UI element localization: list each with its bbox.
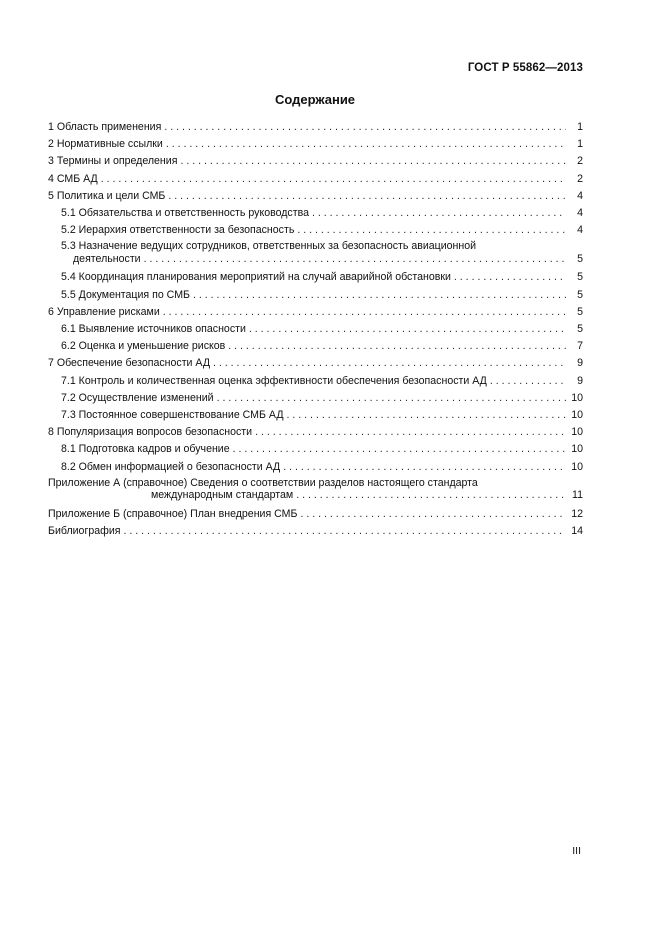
toc-entry[interactable] xyxy=(48,240,583,266)
toc-entry-page: 12 xyxy=(571,507,583,520)
toc-entry-page: 2 xyxy=(577,172,583,185)
toc-entry[interactable] xyxy=(48,188,583,205)
toc-entry[interactable] xyxy=(48,136,583,153)
toc-entry-page: 7 xyxy=(577,340,583,353)
toc-entry-label-continuation: международным стандартам xyxy=(151,489,294,502)
toc-entry-label: 5.1 Обязательства и ответственность руководства xyxy=(61,207,309,220)
page-number: III xyxy=(572,845,581,857)
toc-entry[interactable] xyxy=(48,171,583,188)
toc-entry[interactable] xyxy=(48,119,583,136)
toc-entry-page: 10 xyxy=(571,460,583,473)
toc-entry-page: 10 xyxy=(571,443,583,456)
toc-entry-page: 10 xyxy=(571,409,583,422)
toc-entry-label: Библиография xyxy=(48,525,121,538)
dot-leader xyxy=(166,136,566,153)
toc-entry-label: 5.2 Иерархия ответственности за безопасность xyxy=(61,224,295,237)
toc-entry-page: 4 xyxy=(577,224,583,237)
toc-entry-label: 7.2 Осуществление изменений xyxy=(61,391,214,404)
dot-leader xyxy=(180,153,566,170)
toc-entry[interactable] xyxy=(48,441,583,458)
toc-entry-label: 2 Нормативные ссылки xyxy=(48,138,163,151)
dot-leader xyxy=(164,119,566,136)
toc-entry-label: 6 Управление рисками xyxy=(48,305,160,318)
toc-entry[interactable] xyxy=(48,459,583,476)
toc-entry-page: 1 xyxy=(577,138,583,151)
toc-entry-page: 2 xyxy=(577,155,583,168)
toc-entry-label: 8.2 Обмен информацией о безопасности АД xyxy=(61,460,281,473)
toc-entry-label: 8 Популяризация вопросов безопасности xyxy=(48,426,253,439)
toc-entry-label: Приложение А (справочное) Сведения о соответствии разделов настоящего стандарта xyxy=(48,476,478,489)
toc-entry-label: 6.1 Выявление источников опасности xyxy=(61,323,246,336)
toc-entry-label: 7 Обеспечение безопасности АД xyxy=(48,357,211,370)
toc-entry-page: 5 xyxy=(577,288,583,301)
dot-leader xyxy=(168,188,566,205)
toc-entry-label: 7.3 Постоянное совершенствование СМБ АД xyxy=(61,409,284,422)
toc-entry[interactable] xyxy=(48,407,583,424)
toc-entry-page: 5 xyxy=(577,271,583,284)
toc-entry[interactable] xyxy=(48,222,583,239)
dot-leader xyxy=(163,304,566,321)
dot-leader xyxy=(193,287,566,304)
dot-leader xyxy=(300,506,566,523)
toc-entry-label: 5.5 Документация по СМБ xyxy=(61,288,190,301)
document-code: ГОСТ Р 55862—2013 xyxy=(467,62,583,74)
toc-entry[interactable] xyxy=(48,390,583,407)
toc-entry-page: 14 xyxy=(571,525,583,538)
toc-entry-label: 5 Политика и цели СМБ xyxy=(48,189,166,202)
toc-entry-page: 11 xyxy=(572,489,583,502)
toc-entry-page: 9 xyxy=(577,357,583,370)
toc-title: Содержание xyxy=(274,92,356,107)
toc-entry-label: 4 СМБ АД xyxy=(48,172,98,185)
dot-leader xyxy=(249,321,566,338)
toc-entry-page: 5 xyxy=(577,323,583,336)
toc-entry[interactable] xyxy=(48,338,583,355)
toc-entry-label: 7.1 Контроль и количественная оценка эффективности обеспечения безопасности АД xyxy=(61,374,487,387)
toc-entry[interactable] xyxy=(48,205,583,222)
dot-leader xyxy=(233,441,566,458)
dot-leader xyxy=(213,355,566,372)
toc-entry-label: 5.3 Назначение ведущих сотрудников, ответственных за безопасность авиационной xyxy=(61,240,477,253)
table-of-contents xyxy=(48,119,583,540)
dot-leader xyxy=(255,424,566,441)
toc-entry[interactable] xyxy=(48,287,583,304)
toc-entry[interactable] xyxy=(48,321,583,338)
toc-entry-label: 6.2 Оценка и уменьшение рисков xyxy=(61,340,226,353)
toc-entry-page: 5 xyxy=(577,253,583,266)
toc-entry-label-continuation: деятельности xyxy=(73,253,141,266)
toc-entry[interactable] xyxy=(48,355,583,372)
toc-entry[interactable] xyxy=(48,424,583,441)
toc-entry-page: 4 xyxy=(577,189,583,202)
toc-entry[interactable] xyxy=(48,153,583,170)
dot-leader xyxy=(490,373,566,390)
toc-entry-label: 3 Термины и определения xyxy=(48,155,178,168)
toc-entry-label: 1 Область применения xyxy=(48,121,162,133)
dot-leader xyxy=(283,459,566,476)
toc-entry-page: 10 xyxy=(571,426,583,439)
toc-entry[interactable] xyxy=(48,477,583,503)
toc-entry[interactable] xyxy=(48,373,583,390)
dot-leader xyxy=(296,489,566,502)
dot-leader xyxy=(123,523,566,540)
dot-leader xyxy=(287,407,567,424)
toc-entry[interactable] xyxy=(48,506,583,523)
toc-entry[interactable] xyxy=(48,269,583,286)
toc-entry-page: 10 xyxy=(571,391,583,404)
toc-entry-page: 1 xyxy=(577,121,583,133)
toc-entry[interactable] xyxy=(48,523,583,540)
toc-entry-label: 8.1 Подготовка кадров и обучение xyxy=(61,443,230,456)
toc-entry-page: 5 xyxy=(577,305,583,318)
dot-leader xyxy=(312,205,566,222)
toc-entry-label: Приложение Б (справочное) План внедрения СМБ xyxy=(48,507,298,520)
dot-leader xyxy=(454,269,566,286)
toc-entry[interactable] xyxy=(48,304,583,321)
dot-leader xyxy=(228,338,566,355)
dot-leader xyxy=(217,390,566,407)
dot-leader xyxy=(101,171,566,188)
dot-leader xyxy=(297,222,566,239)
toc-entry-label: 5.4 Координация планирования мероприятий на случай аварийной обстановки xyxy=(61,271,451,284)
toc-entry-page: 9 xyxy=(577,374,583,387)
toc-entry-page: 4 xyxy=(577,207,583,220)
dot-leader xyxy=(144,253,566,266)
